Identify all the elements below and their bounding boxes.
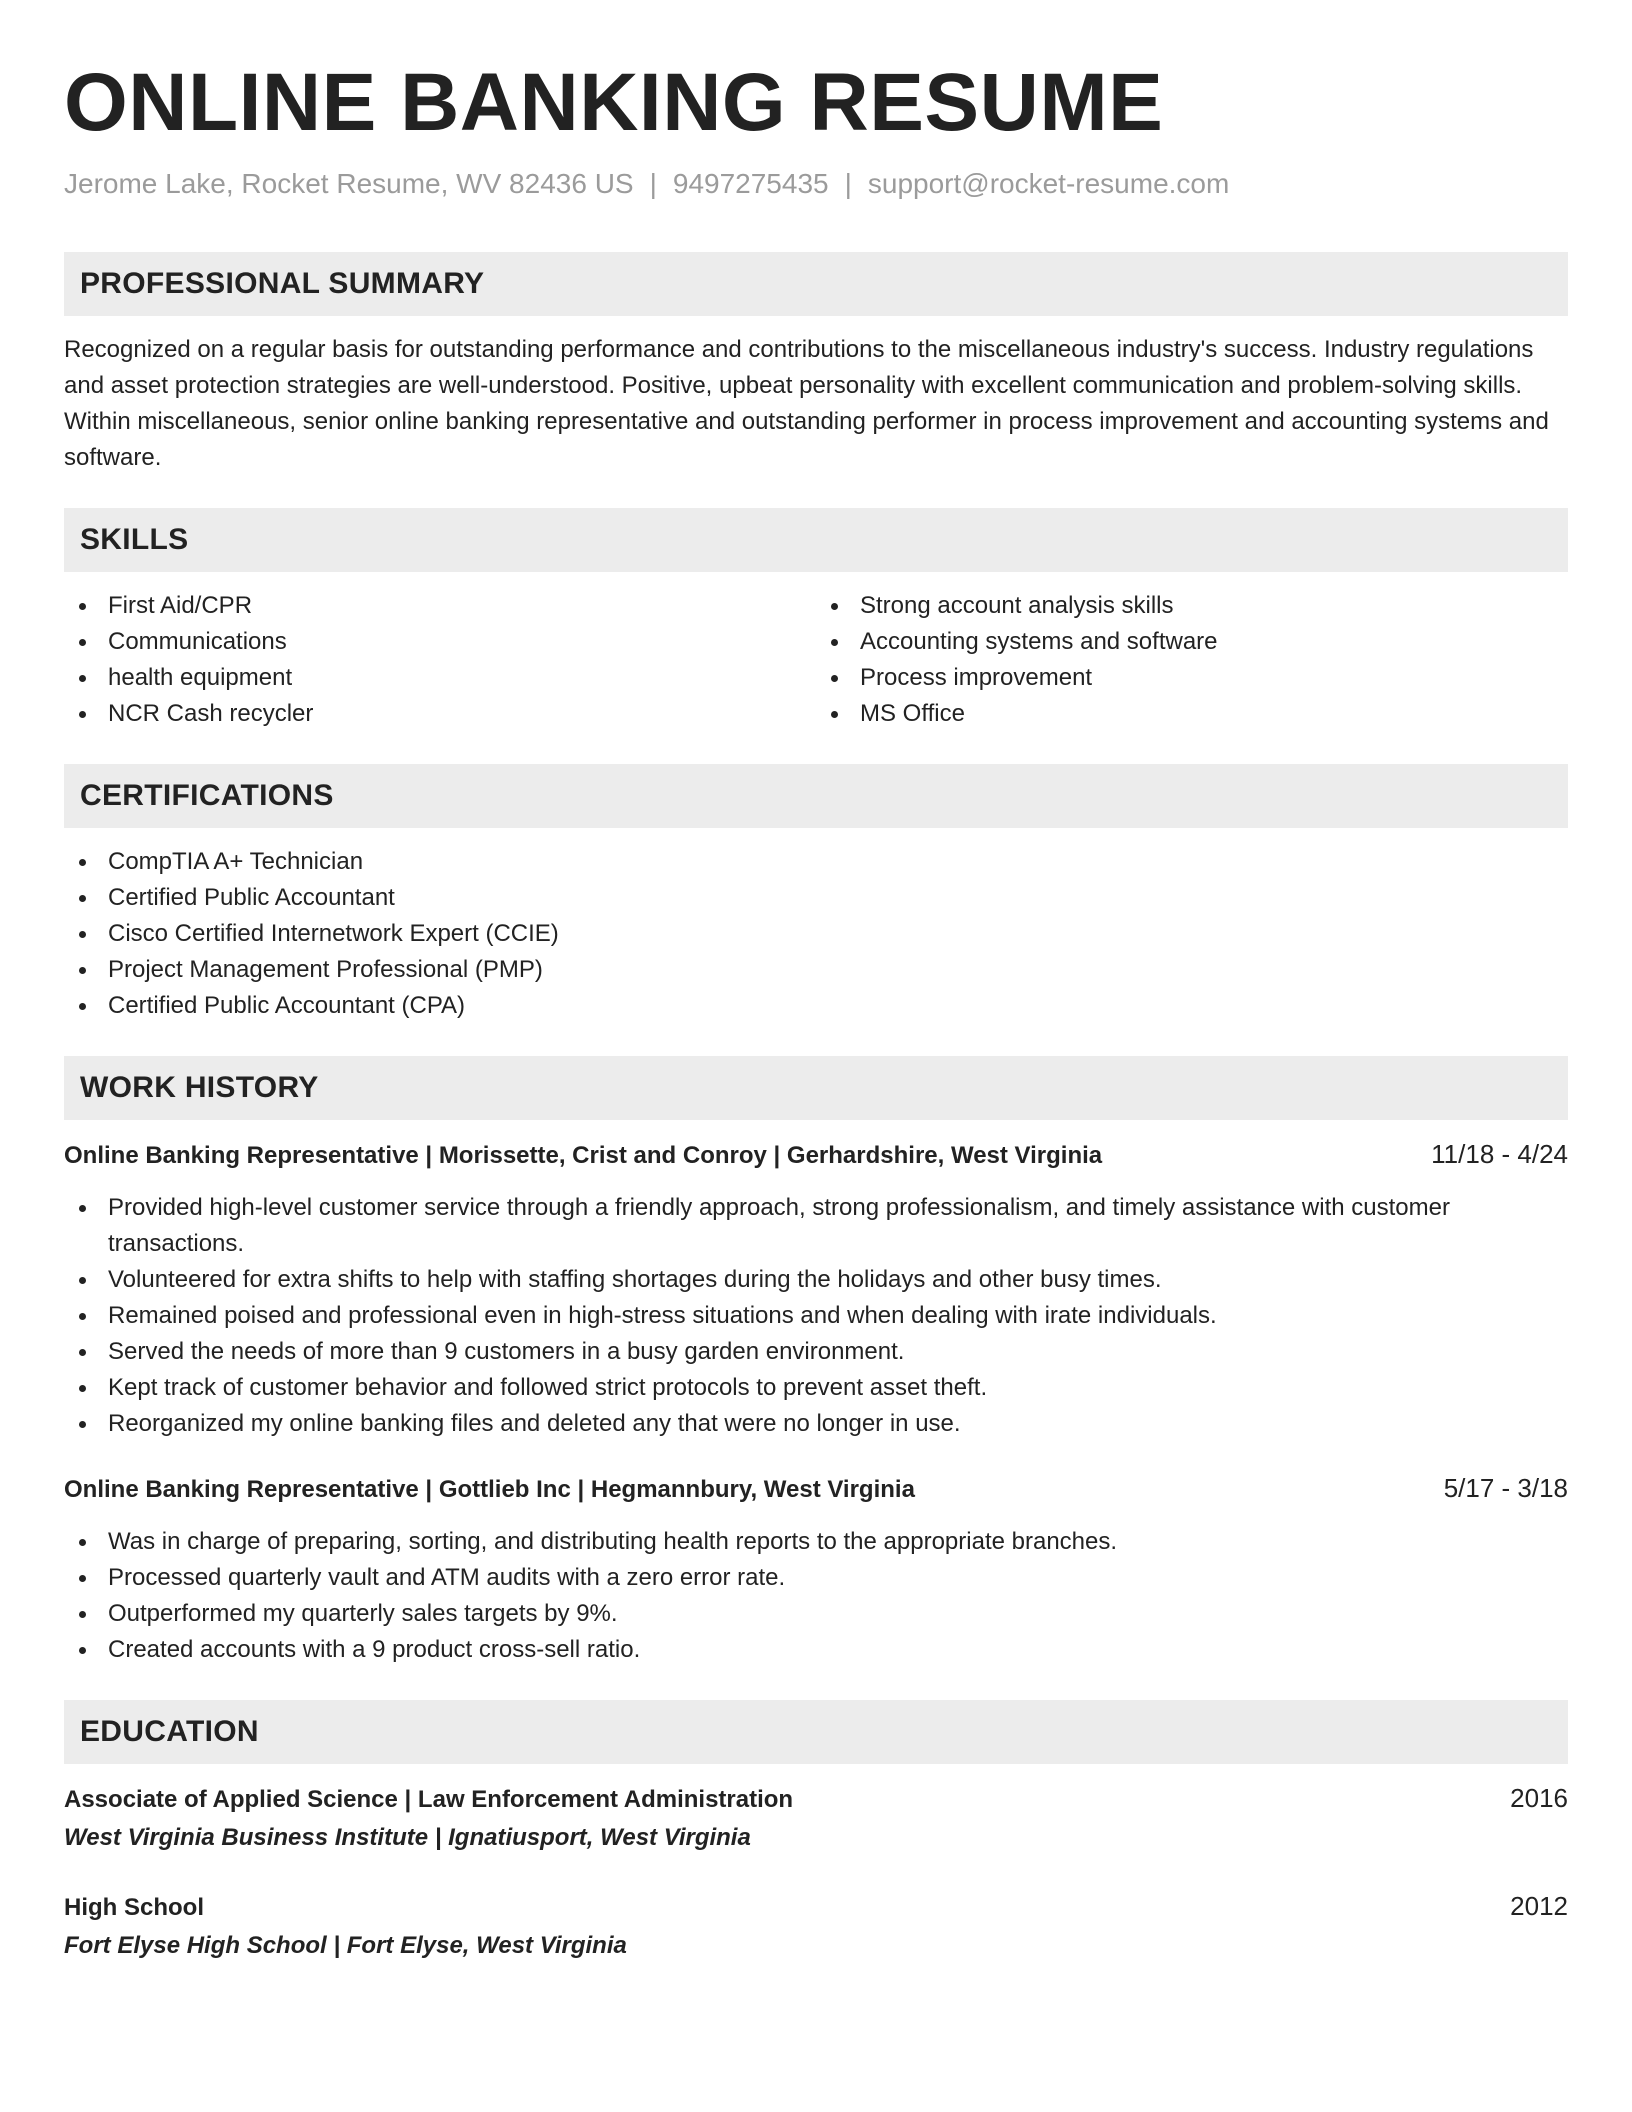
- education-degree: High School: [64, 1894, 204, 1922]
- job-bullets: [64, 1190, 1568, 1442]
- skills-list-left: [64, 588, 816, 732]
- education-entry: [64, 1780, 1568, 1856]
- section-header-work-history: WORK HISTORY: [64, 1056, 1568, 1120]
- skill-item: health equipment: [64, 660, 816, 696]
- education-school: Fort Elyse High School | Fort Elyse, West Virginia: [64, 1932, 627, 1960]
- education-entry: [64, 1888, 1568, 1964]
- skill-item: MS Office: [816, 696, 1568, 732]
- job-entry: [64, 1470, 1568, 1668]
- contact-phone: 9497275435: [672, 168, 829, 199]
- contact-separator: |: [649, 168, 657, 199]
- skill-item: Strong account analysis skills: [816, 588, 1568, 624]
- skill-item: First Aid/CPR: [64, 588, 816, 624]
- certification-item: Cisco Certified Internetwork Expert (CCIE): [64, 916, 1568, 952]
- section-header-summary: PROFESSIONAL SUMMARY: [64, 252, 1568, 316]
- section-header-certifications: CERTIFICATIONS: [64, 764, 1568, 828]
- summary-text: Recognized on a regular basis for outstanding performance and contributions to the miscellaneous industry's success. Industry regulations and asset protection strategies are well-understood. Positive, upbeat personality with excellent communication and problem-solving skills. Within miscellaneous, senior online banking representative and outstanding performer in process improvement and accounting systems and software.: [64, 336, 1549, 472]
- certification-item: CompTIA A+ Technician: [64, 844, 1568, 880]
- job-bullet: Volunteered for extra shifts to help with staffing shortages during the holidays and other busy times.: [64, 1262, 1568, 1298]
- job-bullet: Outperformed my quarterly sales targets by 9%.: [64, 1596, 1568, 1632]
- skills-grid: [64, 588, 1568, 732]
- skills-column-right: [816, 588, 1568, 732]
- skills-column-left: [64, 588, 816, 732]
- contact-email: support@rocket-resume.com: [867, 168, 1230, 199]
- job-entry: [64, 1136, 1568, 1442]
- job-bullets: [64, 1524, 1568, 1668]
- certification-item: Project Management Professional (PMP): [64, 952, 1568, 988]
- skill-item: Communications: [64, 624, 816, 660]
- job-dates: 5/17 - 3/18: [1443, 1473, 1568, 1504]
- education-header: [64, 1888, 1568, 1926]
- job-bullet: Processed quarterly vault and ATM audits with a zero error rate.: [64, 1560, 1568, 1596]
- job-header: [64, 1136, 1568, 1174]
- job-dates: 11/18 - 4/24: [1431, 1139, 1568, 1170]
- resume-title: ONLINE BANKING RESUME: [64, 57, 1164, 148]
- section-header-skills: SKILLS: [64, 508, 1568, 572]
- job-bullet: Remained poised and professional even in high-stress situations and when dealing with irate individuals.: [64, 1298, 1568, 1334]
- education-year: 2012: [1510, 1891, 1568, 1922]
- skill-item: Accounting systems and software: [816, 624, 1568, 660]
- job-title: Online Banking Representative | Gottlieb Inc | Hegmannbury, West Virginia: [64, 1476, 915, 1504]
- job-bullet: Reorganized my online banking files and deleted any that were no longer in use.: [64, 1406, 1568, 1442]
- contact-separator: |: [844, 168, 852, 199]
- certifications-list: [64, 844, 1568, 1024]
- certification-item: Certified Public Accountant (CPA): [64, 988, 1568, 1024]
- certification-item: Certified Public Accountant: [64, 880, 1568, 916]
- job-bullet: Created accounts with a 9 product cross-sell ratio.: [64, 1632, 1568, 1668]
- education-degree: Associate of Applied Science | Law Enforcement Administration: [64, 1786, 794, 1814]
- job-bullet: Provided high-level customer service through a friendly approach, strong professionalism, and timely assistance with customer transactions.: [64, 1190, 1568, 1262]
- job-title: Online Banking Representative | Morissette, Crist and Conroy | Gerhardshire, West Virginia: [64, 1142, 1103, 1170]
- job-bullet: Served the needs of more than 9 customers in a busy garden environment.: [64, 1334, 1568, 1370]
- job-bullet: Kept track of customer behavior and followed strict protocols to prevent asset theft.: [64, 1370, 1568, 1406]
- education-year: 2016: [1510, 1783, 1568, 1814]
- education-school: West Virginia Business Institute | Ignatiusport, West Virginia: [64, 1824, 751, 1852]
- contact-line: [64, 166, 1568, 202]
- contact-address: Jerome Lake, Rocket Resume, WV 82436 US: [64, 168, 634, 199]
- skill-item: NCR Cash recycler: [64, 696, 816, 732]
- job-header: [64, 1470, 1568, 1508]
- job-bullet: Was in charge of preparing, sorting, and distributing health reports to the appropriate branches.: [64, 1524, 1568, 1560]
- section-header-education: EDUCATION: [64, 1700, 1568, 1764]
- skills-list-right: [816, 588, 1568, 732]
- education-header: [64, 1780, 1568, 1818]
- skill-item: Process improvement: [816, 660, 1568, 696]
